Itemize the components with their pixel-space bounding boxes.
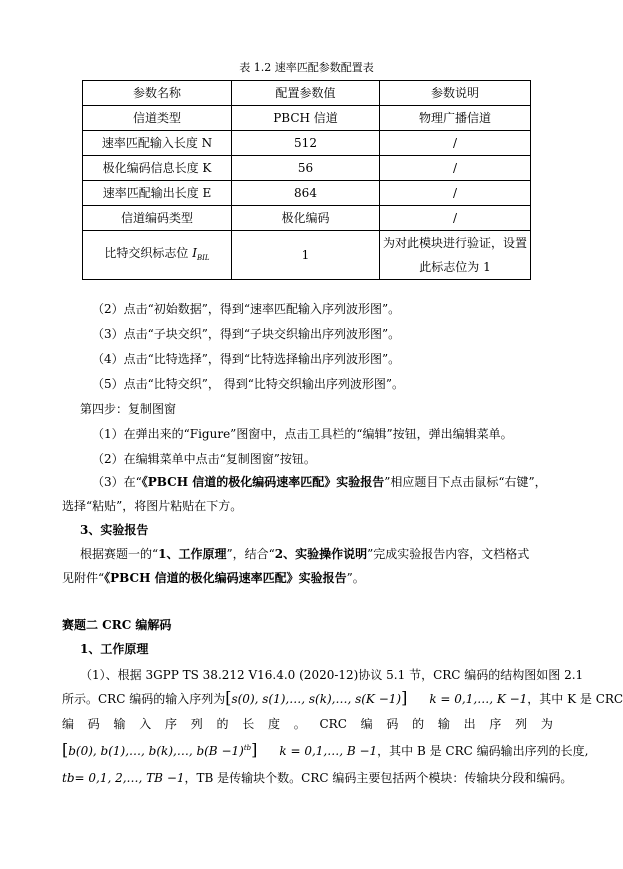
paragraph-line <box>62 688 623 709</box>
math-sequence: s(0), s(1),…, s(k),…, s(K −1) <box>231 692 402 706</box>
param-desc-cell: 物理广播信道 <box>380 106 531 131</box>
justified-token: 度 <box>268 717 281 731</box>
math-bracket: ] <box>401 688 408 707</box>
math-variable: tb <box>62 771 75 785</box>
param-symbol: I <box>192 245 197 260</box>
table-row <box>83 156 531 181</box>
param-desc-cell: 为对此模块进行验证，设置此标志位为 1 <box>380 231 531 280</box>
problem-two-heading: 赛题二 CRC 编解码 <box>62 618 172 632</box>
step-four-title: 第四步：复制图窗 <box>80 402 177 416</box>
step-line: （1）在弹出来的“Figure”图窗中，点击工具栏的“编辑”按钮，弹出编辑菜单。 <box>92 427 513 441</box>
justified-token: 出 <box>463 717 476 731</box>
param-desc-cell: / <box>380 131 531 156</box>
text-span: ，其中 K 是 CRC <box>527 692 623 706</box>
text-span: 所示。CRC 编码的输入序列为 <box>62 692 226 706</box>
justified-token: 码 <box>386 717 399 731</box>
param-name-text: 比特交织标志位 <box>104 245 193 260</box>
parameter-table <box>82 80 531 280</box>
math-superscript: tb <box>243 744 252 752</box>
math-sequence: b(0), b(1),…, b(k),…, b(B −1) <box>68 744 244 758</box>
text-span: 见附件“ <box>62 571 105 585</box>
header-cell: 参数名称 <box>83 81 232 106</box>
table-row <box>83 106 531 131</box>
bold-ref: 2、实验操作说明 <box>274 547 368 561</box>
math-expression: = 0,1, 2,…, TB −1 <box>74 771 185 785</box>
paragraph-line <box>62 738 588 761</box>
table-caption: 表 1.2 速率匹配参数配置表 <box>239 61 374 74</box>
text-span: ，TB 是传输块个数。CRC 编码主要包括两个模块：传输块分段和编码。 <box>184 771 573 785</box>
report-paragraph-line <box>80 546 529 562</box>
step-line: （5）点击“比特交织”， 得到“比特交织输出序列波形图”。 <box>92 377 404 391</box>
param-name-cell: 速率匹配输出长度 E <box>83 181 232 206</box>
param-value-cell: PBCH 信道 <box>232 106 380 131</box>
paragraph-line: （1）、根据 3GPP TS 38.212 V16.4.0 (2020-12)协议 5.1 节，CRC 编码的结构图如图 2.1 <box>80 668 584 682</box>
section-heading: 3、实验报告 <box>80 523 149 537</box>
justified-token: 序 <box>489 717 502 731</box>
justified-token: 为 <box>540 717 553 731</box>
justified-token: 长 <box>242 717 255 731</box>
param-name-cell <box>83 231 232 280</box>
param-value-cell: 864 <box>232 181 380 206</box>
header-cell: 参数说明 <box>380 81 531 106</box>
math-bracket: [ <box>225 688 232 707</box>
justified-token: 列 <box>515 717 528 731</box>
section-heading: 1、工作原理 <box>80 642 149 656</box>
math-bracket: [ <box>62 740 69 759</box>
param-name-cell: 信道类型 <box>83 106 232 131</box>
step-line: （2）在编辑菜单中点击“复制图窗”按钮。 <box>92 452 316 466</box>
justified-token: CRC <box>319 717 347 731</box>
paragraph-line <box>62 770 572 786</box>
text-span: ，其中 B 是 CRC 编码输出序列的长度, <box>377 744 589 758</box>
justified-token: 编 <box>360 717 373 731</box>
justified-token: 编 <box>62 717 75 731</box>
justified-token: 。 <box>293 717 306 731</box>
header-cell: 配置参数值 <box>232 81 380 106</box>
step-line-continued: 选择“粘贴”，将图片粘贴在下方。 <box>62 499 243 513</box>
justified-token: 输 <box>437 717 450 731</box>
param-symbol-subscript: BIL <box>197 253 210 262</box>
justified-token: 输 <box>113 717 126 731</box>
param-desc-cell: / <box>380 156 531 181</box>
table-row <box>83 131 531 156</box>
text-span: ”，结合“ <box>226 547 275 561</box>
table-row <box>83 181 531 206</box>
report-title-bold: 《PBCH 信道的极化编码速率匹配》实验报告 <box>141 475 385 489</box>
param-value-cell: 512 <box>232 131 380 156</box>
param-value-cell: 1 <box>232 231 380 280</box>
param-name-cell: 速率匹配输入长度 N <box>83 131 232 156</box>
justified-token: 列 <box>190 717 203 731</box>
bold-ref: 1、工作原理 <box>158 547 227 561</box>
table-row <box>83 206 531 231</box>
justified-token: 序 <box>165 717 178 731</box>
justified-token: 码 <box>87 717 100 731</box>
text-span: （3）在“ <box>92 475 142 489</box>
table-header-row <box>83 81 531 106</box>
param-desc-cell: / <box>380 206 531 231</box>
text-span: 根据赛题一的“ <box>80 547 159 561</box>
justified-token: 的 <box>216 717 229 731</box>
justified-token: 入 <box>139 717 152 731</box>
report-paragraph-line <box>62 570 365 586</box>
param-desc-cell: / <box>380 181 531 206</box>
text-span: ”完成实验报告内容，文档格式 <box>367 547 530 561</box>
text-span: ”。 <box>346 571 365 585</box>
math-bracket: ] <box>251 740 258 759</box>
param-name-cell: 极化编码信息长度 K <box>83 156 232 181</box>
math-index: k = 0,1,…, B −1 <box>279 744 378 758</box>
justified-paragraph-line <box>62 716 553 732</box>
math-index: k = 0,1,…, K −1 <box>429 692 528 706</box>
param-value-cell: 极化编码 <box>232 206 380 231</box>
table-row <box>83 231 531 280</box>
step-line: （4）点击“比特选择”，得到“比特选择输出序列波形图”。 <box>92 352 401 366</box>
step-line: （3）点击“子块交织”，得到“子块交织输出序列波形图”。 <box>92 327 401 341</box>
param-value-cell: 56 <box>232 156 380 181</box>
step-line <box>92 474 547 490</box>
param-name-cell: 信道编码类型 <box>83 206 232 231</box>
step-line: （2）点击“初始数据”，得到“速率匹配输入序列波形图”。 <box>92 302 401 316</box>
bold-ref: 《PBCH 信道的极化编码速率匹配》实验报告 <box>104 571 347 585</box>
text-span: ”相应题目下点击鼠标“右键”， <box>384 475 547 489</box>
justified-token: 的 <box>412 717 425 731</box>
